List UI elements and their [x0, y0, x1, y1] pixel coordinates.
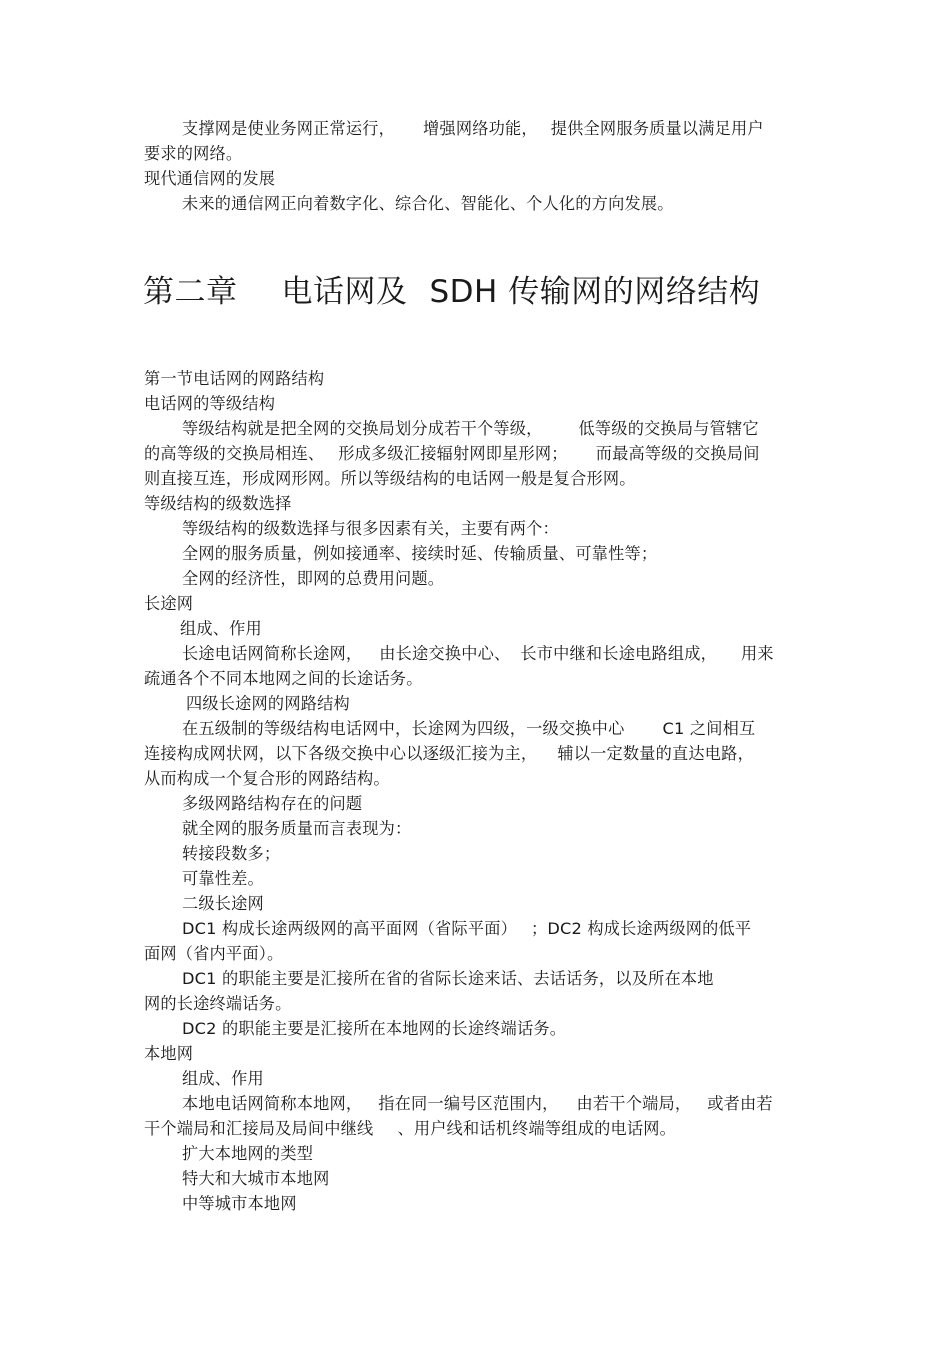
text: 等级结构就是把全网的交换局划分成若干个等级， [182, 419, 543, 438]
text: DC1 构成长途两级网的高平面网（省际平面） [182, 919, 517, 938]
paragraph-line [182, 1093, 773, 1115]
heading-development: 现代通信网的发展 [144, 169, 276, 188]
text: 的高等级的交换局相连、 [144, 444, 325, 463]
chapter-number: 第二章 [143, 274, 238, 310]
text: 而最高等级的交换局间 [595, 444, 760, 463]
paragraph-line: 则直接互连，形成网形网。所以等级结构的电话网一般是复合形网。 [144, 469, 636, 488]
paragraph-line: 转接段数多； [182, 844, 281, 863]
subheading: 扩大本地网的类型 [182, 1144, 314, 1163]
section-title: 第一节电话网的网路结构 [144, 369, 325, 388]
paragraph-line: 面网（省内平面）。 [144, 944, 284, 963]
heading-level-choice: 等级结构的级数选择 [144, 494, 292, 513]
chapter-title-part: SDH 传输网的网络结构 [429, 274, 761, 310]
paragraph-line: 就全网的服务质量而言表现为： [182, 819, 412, 838]
paragraph-line: DC1 的职能主要是汇接所在省的省际长途来话、去话话务，以及所在本地 [182, 969, 714, 988]
paragraph-line: 从而构成一个复合形的网路结构。 [144, 769, 390, 788]
text: 形成多级汇接辐射网即星形网； [338, 444, 568, 463]
text: 由若干个端局， [576, 1094, 692, 1113]
text: 用来 [741, 644, 774, 663]
chapter-title [143, 270, 760, 314]
paragraph-line: 可靠性差。 [182, 869, 264, 888]
text: 长途电话网简称长途网， [182, 644, 363, 663]
text: 辅以一定数量的直达电路， [557, 744, 754, 763]
heading-level-structure: 电话网的等级结构 [144, 394, 276, 413]
text: 支撑网是使业务网正常运行， [182, 119, 396, 138]
subheading: 二级长途网 [182, 894, 264, 913]
paragraph-line: DC2 的职能主要是汇接所在本地网的长途终端话务。 [182, 1019, 567, 1038]
paragraph-line [182, 918, 751, 940]
text: 或者由若 [707, 1094, 773, 1113]
paragraph-line: 全网的经济性，即网的总费用问题。 [182, 569, 445, 588]
paragraph-line: 疏通各个不同本地网之间的长途话务。 [144, 669, 423, 688]
development-paragraph: 未来的通信网正向着数字化、综合化、智能化、个人化的方向发展。 [182, 194, 674, 213]
chapter-title-part: 电话网及 [281, 274, 408, 310]
paragraph-line: 等级结构的级数选择与很多因素有关，主要有两个： [182, 519, 559, 538]
text: ；DC2 构成长途两级网的低平 [531, 919, 752, 938]
text: C1 之间相互 [662, 719, 756, 738]
paragraph-line [144, 443, 760, 465]
paragraph-line [182, 718, 755, 740]
text: 指在同一编号区范围内， [378, 1094, 559, 1113]
subheading: 多级网路结构存在的问题 [182, 794, 363, 813]
text: 增强网络功能， [423, 119, 538, 138]
paragraph-line [144, 1118, 676, 1140]
paragraph-line: 全网的服务质量，例如接通率、接续时延、传输质量、可靠性等； [182, 544, 658, 563]
subheading: 组成、作用 [180, 619, 262, 638]
text: 在五级制的等级结构电话网中，长途网为四级，一级交换中心 [182, 719, 625, 738]
text: 本地电话网简称本地网， [182, 1094, 363, 1113]
heading-long-distance: 长途网 [144, 594, 194, 613]
subheading: 四级长途网的网路结构 [186, 694, 350, 713]
paragraph-line [182, 418, 759, 440]
paragraph-line: 特大和大城市本地网 [182, 1169, 330, 1188]
heading-local-network: 本地网 [144, 1044, 194, 1063]
text: 由长途交换中心、 [379, 644, 511, 663]
subheading: 组成、作用 [182, 1069, 264, 1088]
text: 、用户线和话机终端等组成的电话网。 [397, 1119, 677, 1138]
intro-paragraph-line: 要求的网络。 [144, 144, 243, 163]
text: 长市中继和长途电路组成， [520, 644, 718, 663]
text: 提供全网服务质量以满足用户 [550, 119, 764, 138]
paragraph-line: 中等城市本地网 [182, 1194, 297, 1213]
text: 连接构成网状网，以下各级交换中心以逐级汇接为主， [144, 744, 538, 763]
paragraph-line [182, 643, 774, 665]
text: 干个端局和汇接局及局间中继线 [144, 1119, 374, 1138]
text: 低等级的交换局与管辖它 [578, 419, 759, 438]
paragraph-line: 网的长途终端话务。 [144, 994, 292, 1013]
paragraph-line [144, 743, 754, 765]
intro-paragraph-line [182, 118, 764, 140]
